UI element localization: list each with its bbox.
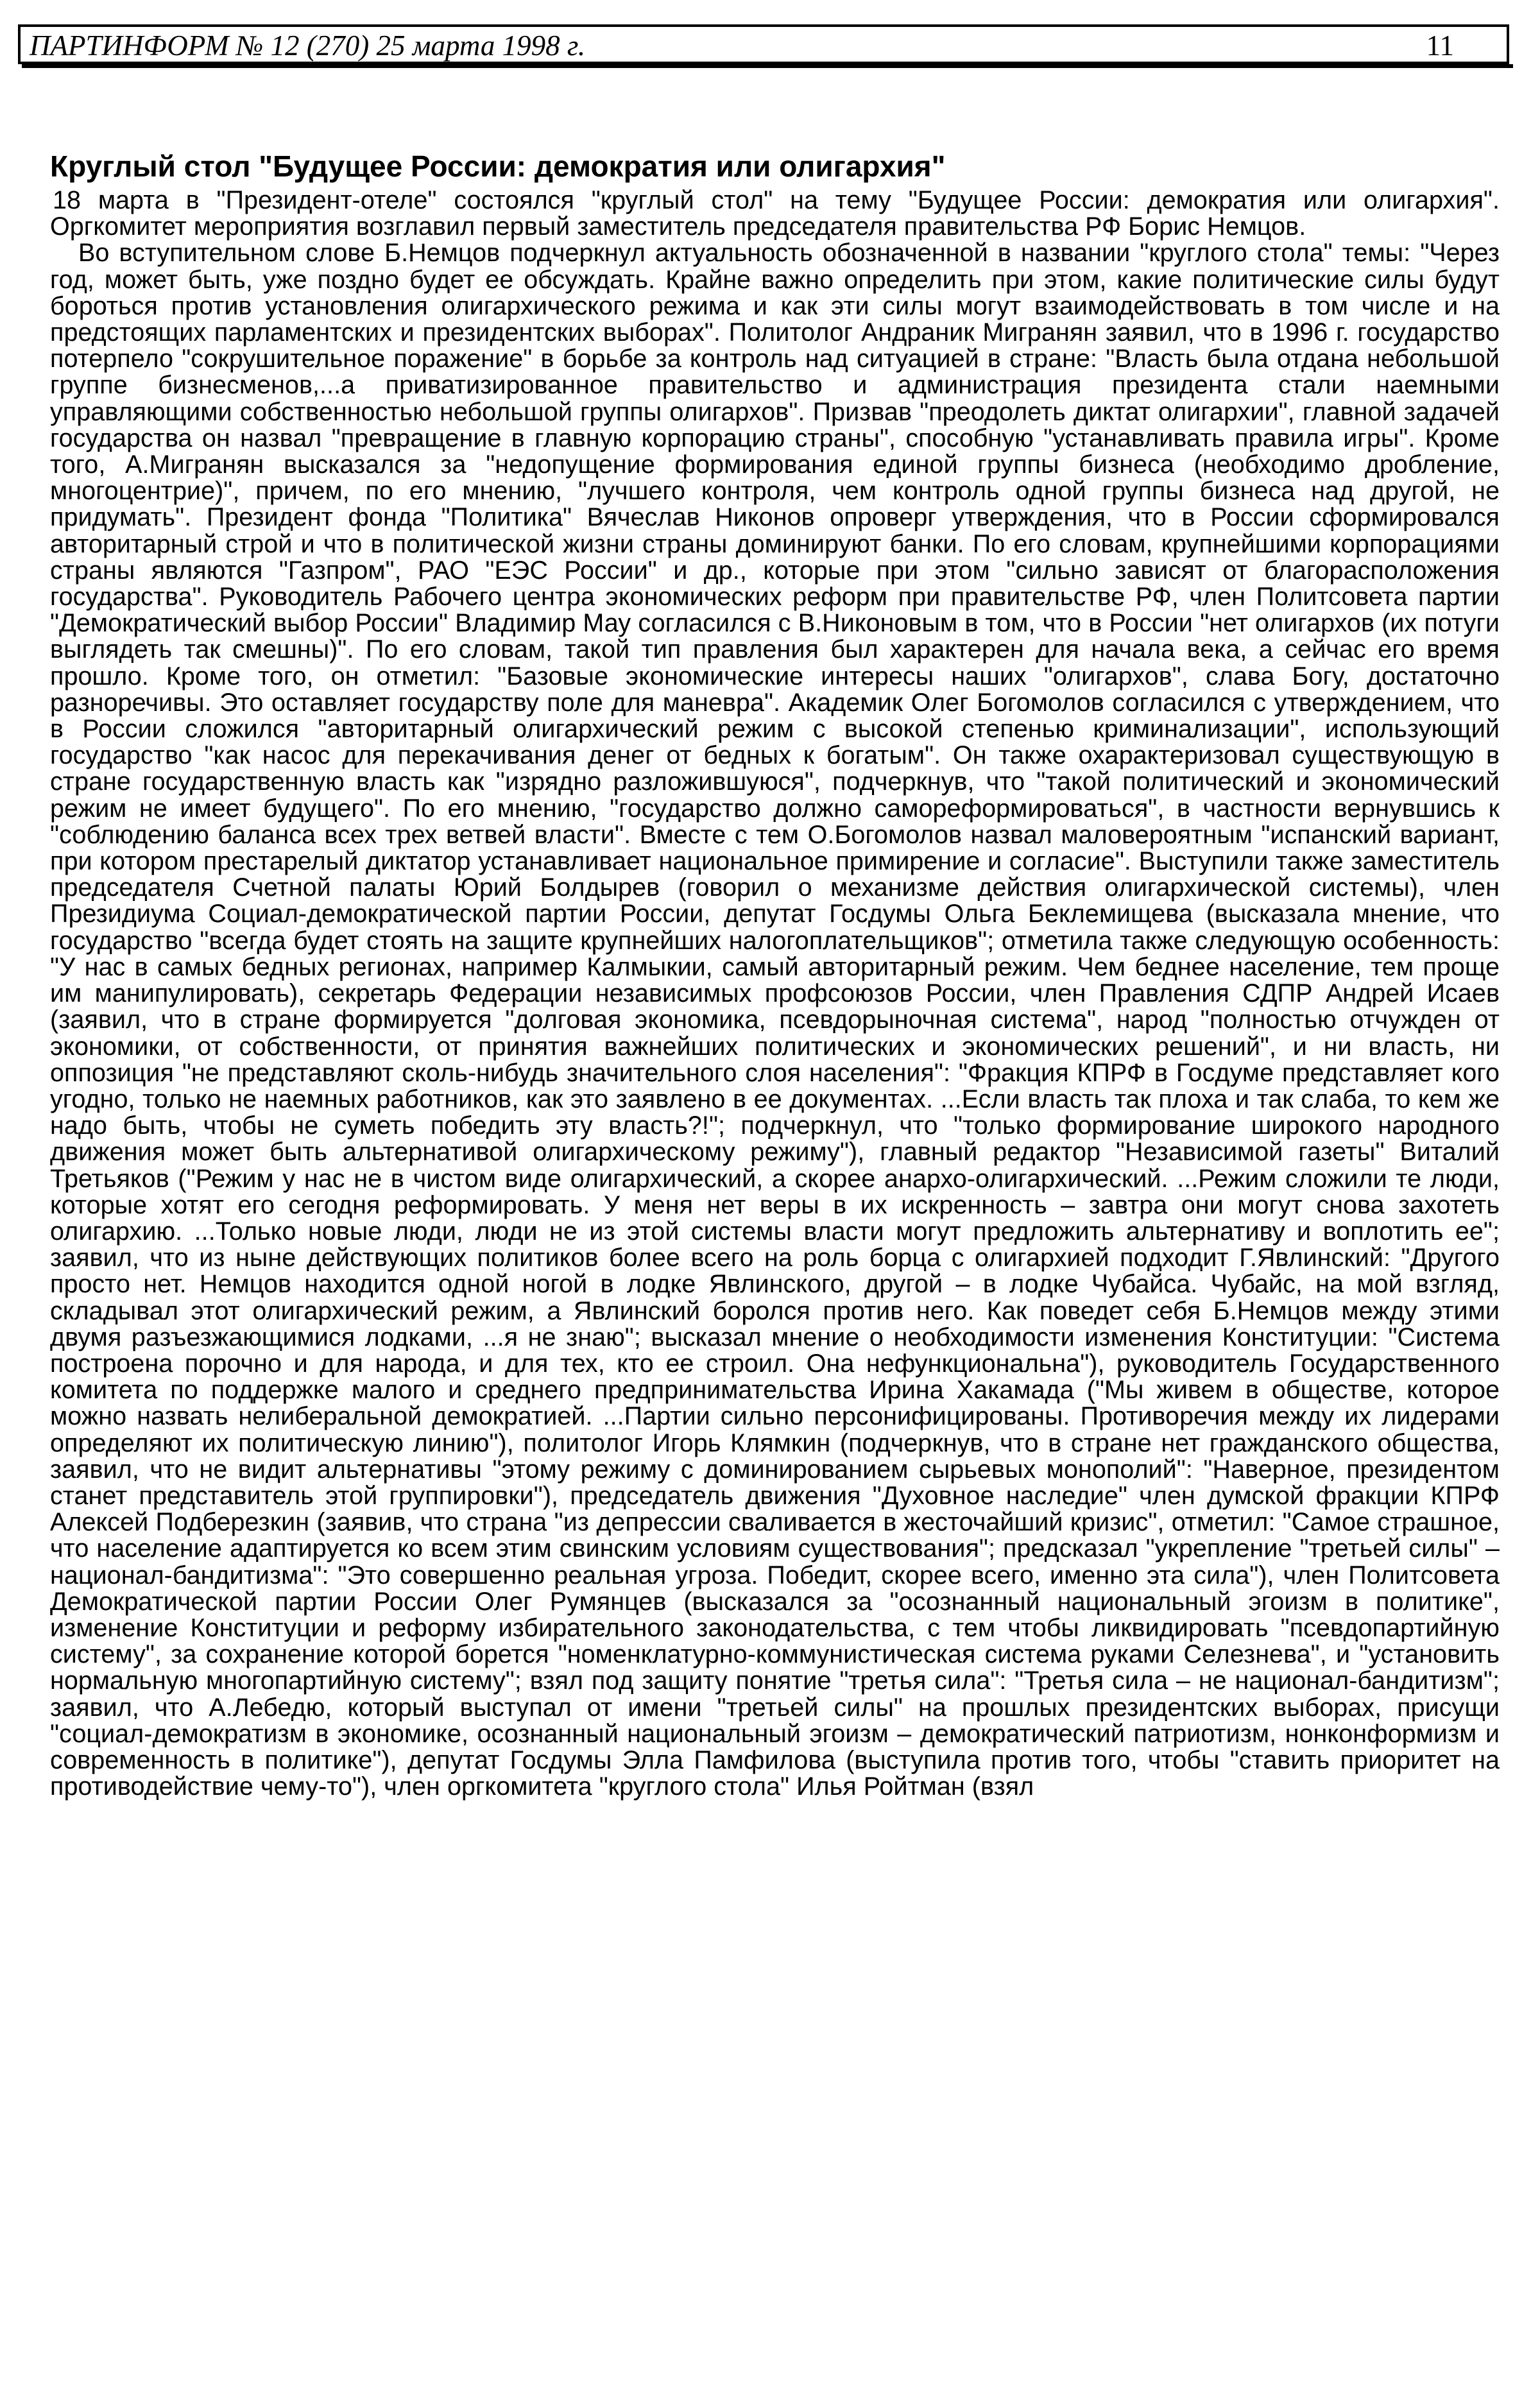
article-body [50,187,1500,1800]
page-header [18,24,1509,64]
article [50,148,1500,1800]
article-title: Круглый стол "Будущее России: демократия или олигархия" [50,150,946,183]
article-paragraph: Во вступительном слове Б.Немцов подчеркнул актуальность обозначенной в названии "круглого стола" темы: "Через год, может быть, уже поздно будет ее обсуждать. Крайне важно определить при этом, какие политические силы будут бороться против установления олигархического режима и как эти силы могут взаимодействовать в том числе и на предстоящих парламентских и президентских выборах". Политолог Андраник Мигранян заявил, что в 1996 г. государство потерпело "сокрушительное поражение" в борьбе за контроль над ситуацией в стране: "Власть была отдана небольшой группе бизнесменов,...а приватизированное правительство и администрация президента стали наемными управляющими собственностью небольшой группы олигархов". Призвав "преодолеть диктат олигархии", главной задачей государства он назвал "превращение в главную корпорацию страны", способную "устанавливать правила игры". Кроме того, А.Мигранян высказался за "недопущение формирования единой группы бизнеса (необходимо дробление, многоцентрие)", причем, по его мнению, "лучшего контроля, чем контроль одной группы бизнеса над другой, не придумать". Президент фонда "Политика" Вячеслав Никонов опроверг утверждения, что в России сформировался авторитарный строй и что в политической жизни страны доминируют банки. По его словам, крупнейшими корпорациями страны являются "Газпром", РАО "ЕЭС России" и др., которые при этом "сильно зависят от благорасположения государства". Руководитель Рабочего центра экономических реформ при правительстве РФ, член Политсовета партии "Демократический выбор России" Владимир Мау согласился с В.Никоновым в том, что в России "нет олигархов (их потуги выглядеть так смешны)". По его словам, такой тип правления был характерен для начала века, а сейчас его время прошло. Кроме того, он отметил: "Базовые экономические интересы наших "олигархов", слава Богу, достаточно разноречивы. Это оставляет государству поле для маневра". Академик Олег Богомолов согласился с утверждением, что в России сложился "авторитарный олигархический режим с высокой степенью криминализации", использующий государство "как насос для перекачивания денег от бедных к богатым". Он также охарактеризовал существующую в стране государственную власть как "изрядно разложившуюся", подчеркнув, что "такой политический и экономический режим не имеет будущего". По его мнению, "государство должно самореформироваться", в частности вернувшись к "соблюдению баланса всех трех ветвей власти". Вместе с тем О.Богомолов назвал маловероятным "испанский вариант, при котором престарелый диктатор устанавливает национальное примирение и согласие". Выступили также заместитель председателя Счетной палаты Юрий Болдырев (говорил о механизме действия олигархической системы), член Президиума Социал-демократической партии России, депутат Госдумы Ольга Беклемищева (высказала мнение, что государство "всегда будет стоять на защите крупнейших налогоплательщиков"; отметила также следующую особенность: "У нас в самых бедных регионах, например Калмыкии, самый авторитарный режим. Чем беднее население, тем проще им манипулировать), секретарь Федерации независимых профсоюзов России, член Правления СДПР Андрей Исаев (заявил, что в стране формируется "долговая экономика, псевдорыночная система", народ "полностью отчужден от экономики, от собственности, от принятия важнейших политических и экономических решений", и ни власть, ни оппозиция "не представляют сколь-нибудь значительного слоя населения": "Фракция КПРФ в Госдуме представляет кого угодно, только не наемных работников, как это заявлено в ее документах. ...Если власть так плоха и так слаба, то кем же надо быть, чтобы не суметь победить эту власть?!"; подчеркнул, что "только формирование широкого народного движения может быть альтернативой олигархическому режиму"), главный редактор "Независимой газеты" Виталий Третьяков ("Режим у нас не в чистом виде олигархический, а скорее анархо-олигархический. ...Режим сложили те люди, которые хотят его сегодня реформировать. У меня нет веры в их искренность – завтра они могут снова захотеть олигархию. ...Только новые люди, люди не из этой системы власти могут предложить альтернативу и воплотить ее"; заявил, что из ныне действующих политиков более всего на роль борца с олигархией подходит Г.Явлинский: "Другого просто нет. Немцов находится одной ногой в лодке Явлинского, другой – в лодке Чубайса. Чубайс, на мой взгляд, складывал этот олигархический режим, а Явлинский боролся против него. Как поведет себя Б.Немцов между этими двумя разъезжающимися лодками, ...я не знаю"; высказал мнение о необходимости изменения Конституции: "Система построена порочно и для народа, и для тех, кто ее строил. Она нефункциональна"), руководитель Государственного комитета по поддержке малого и среднего предпринимательства Ирина Хакамада ("Мы живем в обществе, которое можно назвать нелиберальной демократией. ...Партии сильно персонифицированы. Противоречия между их лидерами определяют их политическую линию"), политолог Игорь Клямкин (подчеркнув, что в стране нет гражданского общества, заявил, что не видит альтернативы "этому режиму с доминированием сырьевых монополий": "Наверное, президентом станет представитель этой группировки"), председатель движения "Духовное наследие" член думской фракции КПРФ Алексей Подберезкин (заявив, что страна "из депрессии сваливается в жесточайший кризис", отметил: "Самое страшное, что население адаптируется ко всем этим свинским условиям существования"; предсказал "укрепление "третьей силы" – национал-бандитизма": "Это совершенно реальная угроза. Победит, скорее всего, именно эта сила"), член Политсовета Демократической партии России Олег Румянцев (высказался за "осознанный национальный эгоизм в политике", изменение Конституции и реформу избирательного законодательства, с тем чтобы ликвидировать "псевдопартийную систему", за сохранение которой борется "номенклатурно-коммунистическая система руками Селезнева", и "установить нормальную многопартийную систему"; взял под защиту понятие "третья сила": "Третья сила – не национал-бандитизм"; заявил, что А.Лебедю, который выступал от имени "третьей силы" на прошлых президентских выборах, присущи "социал-демократизм в экономике, осознанный национальный эгоизм – демократический патриотизм, нонконформизм и современность в политике"), депутат Госдумы Элла Памфилова (выступила против того, чтобы "ставить приоритет на противодействие чему-то"), член оргкомитета "круглого стола" Илья Ройтман (взял [50,239,1500,1801]
page-number: 11 [1426,30,1454,62]
header-shadow-rule [22,64,1513,68]
publication-line: ПАРТИНФОРМ № 12 (270) 25 марта 1998 г. [30,30,586,62]
article-paragraph: 18 марта в "Президент-отеле" состоялся "круглый стол" на тему "Будущее России: демократия или олигархия". Оргкомитет мероприятия возглавил первый заместитель председателя правительства РФ Борис Немцов. [50,186,1500,241]
